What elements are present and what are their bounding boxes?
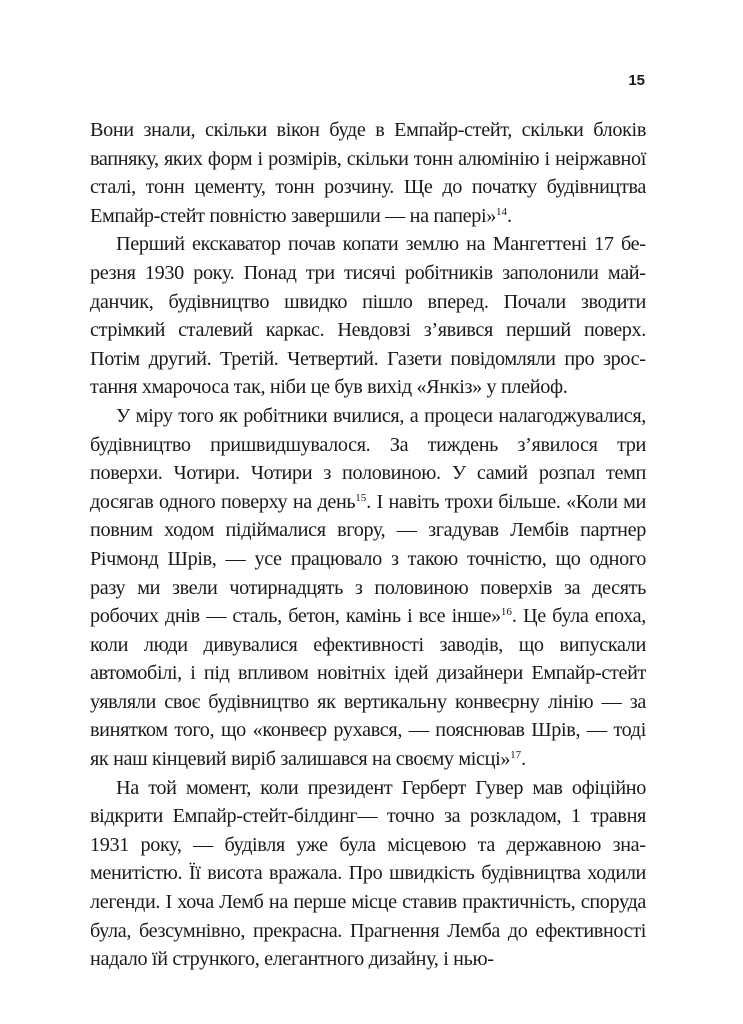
text-run: . І навіть трохи більше. «Коли ми повним ходом підіймалися вгору, — згадував Лембів партнер Річмонд Шрів, — усе працювало з такою точністю, що одного разу ми звели чотирнадцять з половиною поверхів за десять робочих днів — сталь, бетон, камінь і все інше» xyxy=(90,490,646,628)
footnote-ref: 15 xyxy=(355,491,367,504)
footnote-ref: 16 xyxy=(500,606,512,619)
text-run: . xyxy=(507,204,512,227)
paragraph xyxy=(90,402,646,774)
body-text xyxy=(90,116,646,974)
text-run: На той момент, коли президент Герберт Гувер мав офіційно відкрити Емпайр-стейт-білдинг— точно за розкладом, 1 травня 1931 року, — будівля уже була місцевою та державною знаменитістю. Її висота вражала. Про швидкість будівництва ходили легенди. І хоча Лемб на перше місце ставив практичність, споруда була, безсумнівно, прекрасна. Прагнення Лемба до ефективності надало їй стрункого, елегантного дизайну, і нью- xyxy=(90,776,646,971)
paragraph xyxy=(90,230,646,402)
text-run: Перший екскаватор почав копати землю на Мангеттені 17 березня 1930 року. Понад три тисячі робітників заполонили майданчик, будівництво швидко пішло вперед. Почали зводити стрімкий сталевий каркас. Невдовзі з’явився перший поверх. Потім другий. Третій. Четвертий. Газети повідомляли про зростання хмарочоса так, ніби це був вихід «Янкіз» у плейоф. xyxy=(90,233,646,399)
text-run: У міру того як робітники вчилися, а процеси налагоджувалися, будівництво пришвидшувалося. За тиждень з’явилося три поверхи. Чотири. Чотири з половиною. У самий розпал темп досягав одного поверху на день xyxy=(90,404,646,513)
paragraph xyxy=(90,774,646,974)
text-run: . Це була епоха, коли люди дивувалися ефективності заводів, що випускали автомобілі, і під впливом новітніх ідей дизайнери Емпайр-стейт уявляли своє будівництво як вертикальну конвеєрну лінію — за винятком того, що «конвеєр рухався, — пояснював Шрів, — тоді як наш кінцевий виріб залишався на своєму місці» xyxy=(90,605,646,771)
paragraph xyxy=(90,116,646,230)
text-run: . xyxy=(521,748,526,771)
text-run: Вони знали, скільки вікон буде в Емпайр-стейт, скільки блоків вапняку, яких форм і розмірів, скільки тонн алюмінію і неіржавної сталі, тонн цементу, тонн розчину. Ще до початку будівництва Емпайр-стейт повністю завершили — на папері» xyxy=(90,119,646,227)
footnote-ref: 17 xyxy=(510,749,522,762)
footnote-ref: 14 xyxy=(496,205,508,218)
page-number: 15 xyxy=(628,72,645,89)
